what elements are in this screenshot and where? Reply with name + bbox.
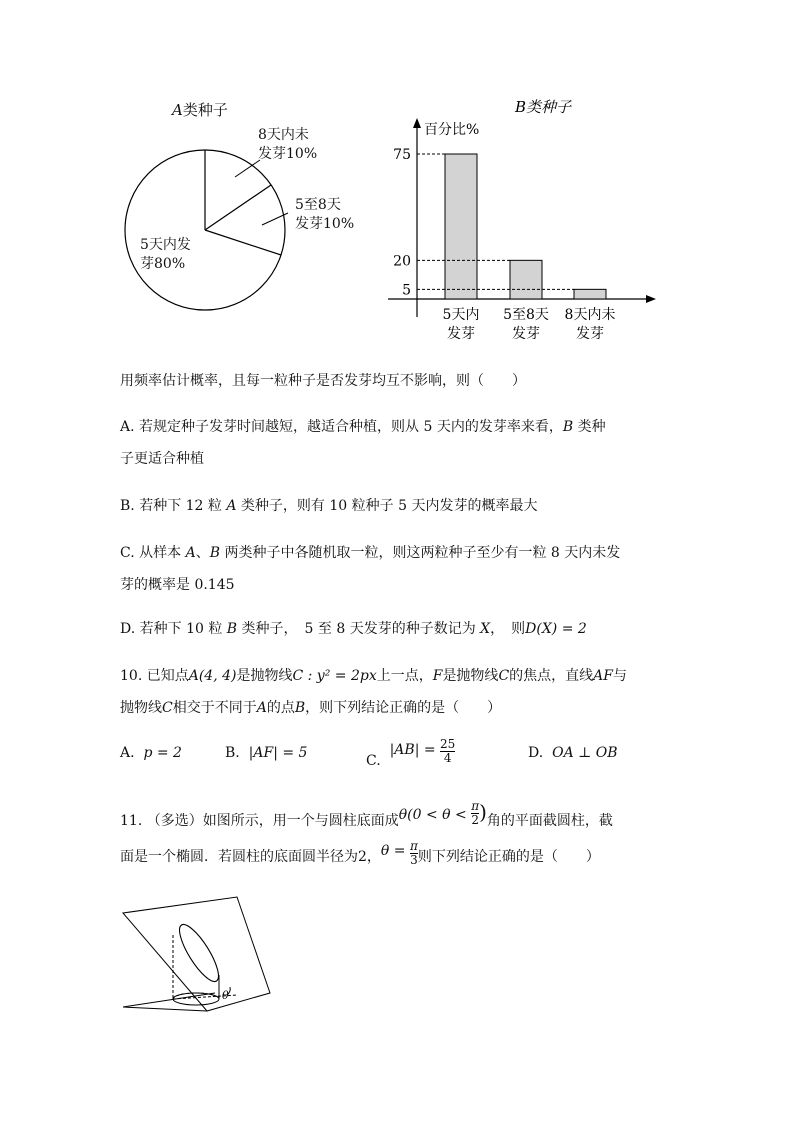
pie-title-letter: A (172, 101, 183, 119)
pie-label-2 (295, 196, 354, 234)
q10-l1-e: 是抛物线 (442, 668, 499, 684)
pie-label-2-line2: 发芽10% (295, 216, 355, 232)
q10-l2-d: A (256, 700, 267, 716)
q11-pi-num2: π (409, 839, 418, 853)
q10-option-c-math: |AB| = (389, 742, 436, 758)
q10-option-c (366, 737, 456, 769)
q11-pi-over-2 (471, 800, 479, 827)
q11-l1-a: 11. （多选）如图所示，用一个与圆柱底面成 (120, 813, 399, 829)
q9-option-a-cont: 子更适合种植 (120, 451, 204, 467)
q10-l2-c: 相交于不同于 (172, 700, 257, 716)
q10-option-d (528, 745, 618, 761)
x-tick-3-line1: 8天内未 (564, 307, 616, 323)
pie-label-2-line1: 5至8天 (295, 197, 341, 213)
q10-l2-e: 的点 (266, 700, 295, 716)
bar-chart-ylabel: 百分比% (424, 122, 480, 138)
q9-option-d-text2: 类种子， 5 至 8 天发芽的种子数记为 (237, 621, 481, 637)
q9-option-d (120, 618, 587, 638)
y-tick-1: 75 (393, 147, 411, 163)
q10-l1-f: C (498, 668, 510, 684)
q9-option-d-var: B (226, 621, 238, 637)
pie-label-1-line1: 8天内未 (258, 127, 309, 143)
x-tick-3-line2: 发芽 (576, 326, 604, 342)
cutting-plane (123, 897, 270, 1011)
q11-l2-b: 则下列结论正确的是（ ） (417, 849, 600, 865)
q11-l2-a: 面是一个椭圆．若圆柱的底面圆半径为2， (120, 849, 381, 865)
q10-line2 (120, 697, 501, 717)
q11-line1 (120, 800, 613, 827)
q9-option-c-text2: 两类种子中各随机取一粒，则这两粒种子至少有一粒 8 天内未发 (220, 545, 621, 561)
q9-option-b-text1: B. 若种下 12 粒 (120, 498, 227, 514)
pie-title (172, 99, 228, 120)
q10-option-a (120, 745, 182, 761)
x-tick-2-line2: 发芽 (512, 326, 540, 342)
q11-three-den: 3 (410, 853, 418, 867)
q10-option-d-math: OA ⊥ OB (552, 745, 618, 761)
x-tick-1-line1: 5天内 (442, 307, 480, 323)
q10-l2-b: C (162, 700, 173, 716)
q11-theta-range: θ(0 < θ < (398, 807, 467, 823)
section-ellipse (173, 920, 225, 987)
pie-title-text: 类种子 (182, 101, 228, 119)
q9-option-b (120, 495, 537, 515)
q9-option-a-var: B (562, 419, 574, 435)
base-plane-front (123, 1007, 207, 1011)
q9-option-c-text1: C. 从样本 (120, 545, 186, 561)
q9-option-a-text1: A. 若规定种子发芽时间越短，越适合种植，则从 5 天内的发芽率来看， (120, 419, 563, 435)
pie-label-3 (140, 236, 191, 274)
q10-l2-a: 抛物线 (120, 700, 162, 716)
q10-parabola: C : y² = 2px (292, 668, 377, 684)
q10-option-c-den: 4 (443, 751, 452, 765)
q10-l1-c: 上一点， (376, 668, 433, 684)
q11-l1-b: 角的平面截圆柱，截 (486, 813, 613, 829)
q9-stem: 用频率估计概率，且每一粒种子是否发芽均互不影响，则（ ） (120, 373, 526, 389)
bar-1 (445, 154, 477, 299)
q11-line2 (120, 840, 600, 867)
y-axis-arrow (413, 118, 421, 128)
q10-l1-a: 10. 已知点 (120, 668, 189, 684)
q10-option-b-label: B. (225, 745, 240, 761)
pie-label-3-line2: 芽80% (140, 256, 186, 272)
q10-l1-b: 是抛物线 (236, 668, 293, 684)
q10-l2-g: ，则下列结论正确的是（ ） (305, 700, 502, 716)
angle-theta-label: θ (222, 989, 229, 1002)
q9-option-b-text2: 类种子，则有 10 粒种子 5 天内发芽的概率最大 (236, 498, 538, 514)
q10-option-c-label: C. (366, 753, 381, 769)
q9-option-b-var: A (226, 498, 237, 514)
q10-option-b (225, 745, 307, 761)
q10-option-a-math: p = 2 (143, 745, 182, 761)
x-axis-arrow (646, 295, 656, 303)
q10-point-a: A(4, 4) (188, 668, 237, 684)
q9-option-d-math: D(X) = 2 (525, 621, 587, 637)
q9-option-c-var1: A (185, 545, 196, 561)
q9-option-a-text2: 类种 (573, 419, 606, 435)
bar-3 (574, 289, 606, 299)
q10-option-a-label: A. (120, 745, 135, 761)
pie-label-3-line1: 5天内发 (140, 237, 191, 253)
q9-option-a (120, 416, 606, 436)
q9-option-c (120, 542, 620, 562)
pie-label-1-line2: 发芽10% (258, 146, 318, 162)
q10-l2-f: B (294, 700, 306, 716)
q9-option-d-text3: ， 则 (490, 621, 526, 637)
q9-option-d-x: X (480, 621, 491, 637)
q10-option-b-math: |AF| = 5 (248, 745, 308, 761)
pie-chart (120, 145, 310, 325)
y-tick-2: 20 (393, 253, 411, 270)
y-tick-3: 5 (402, 282, 411, 299)
bar-chart (380, 92, 670, 352)
q9-option-d-text1: D. 若种下 10 粒 (120, 621, 227, 637)
bar-2 (510, 260, 542, 299)
q10-l1-i: 与 (612, 668, 627, 684)
q9-option-c-cont: 芽的概率是 0.145 (120, 577, 235, 593)
x-tick-2-line1: 5至8天 (503, 307, 549, 323)
q10-option-c-fraction (440, 738, 455, 765)
q10-l1-g: 的焦点，直线 (509, 668, 594, 684)
bar-chart-title: B类种子 (515, 98, 572, 116)
q11-two-den: 2 (471, 813, 479, 827)
q11-theta-eq: θ = (380, 843, 406, 859)
pie-label-1 (258, 126, 317, 164)
q11-pi-num: π (471, 799, 480, 813)
q11-close-paren: ) (479, 800, 487, 824)
q10-l1-h: AF (593, 668, 613, 684)
q9-option-c-var2: B (209, 545, 220, 561)
q10-l1-d: F (432, 668, 443, 684)
cylinder-figure (115, 895, 285, 1020)
q10-line1 (120, 665, 627, 685)
q10-option-d-label: D. (528, 745, 544, 761)
q9-option-c-sep: 、 (195, 545, 210, 561)
q11-pi-over-3 (410, 840, 418, 867)
x-tick-1-line2: 发芽 (447, 326, 475, 342)
q10-option-c-num: 25 (440, 737, 456, 751)
